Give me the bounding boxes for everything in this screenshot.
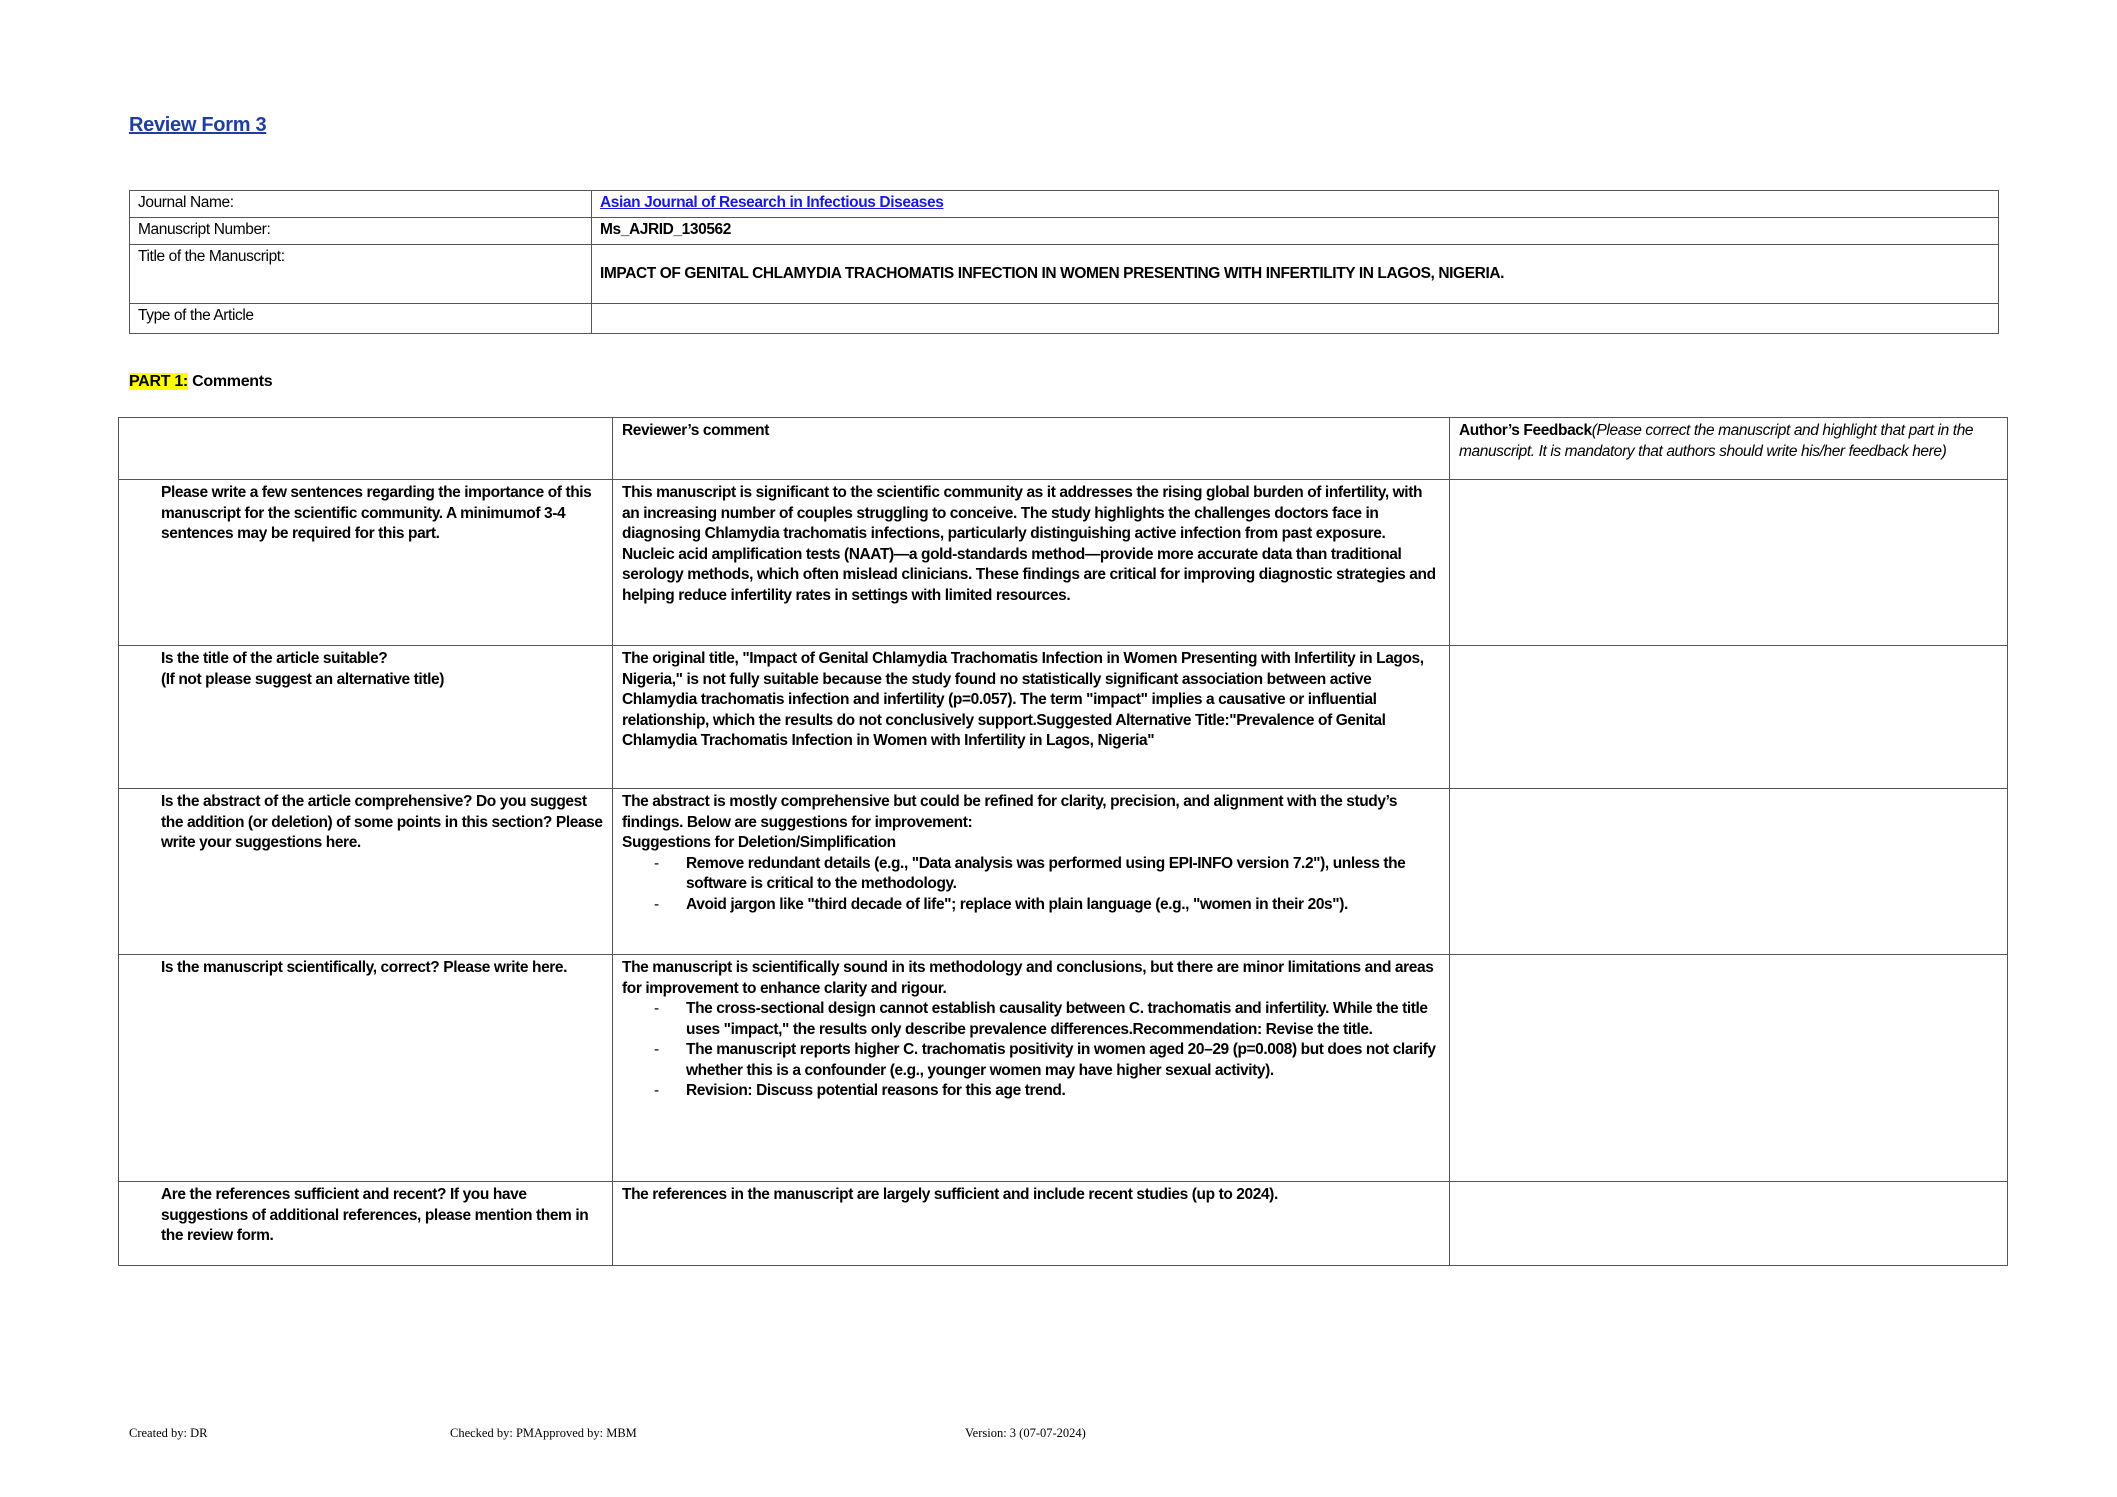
journal-link[interactable]: Asian Journal of Research in Infectious Diseases [600, 194, 944, 211]
footer-version: Version: 3 (07-07-2024) [965, 1426, 1086, 1440]
question-line: (If not please suggest an alternative title) [161, 670, 444, 688]
part1-heading [129, 373, 272, 391]
table-row [119, 1182, 2008, 1266]
question-line: Is the title of the article suitable? [161, 650, 388, 667]
type-value [592, 304, 1999, 334]
manuscript-info-table [129, 190, 1999, 334]
comment-subheading: Suggestions for Deletion/Simplification [622, 834, 896, 851]
part1-title: Comments [192, 373, 273, 390]
manuscript-number-label: Manuscript Number: [130, 218, 592, 245]
part1-label: PART 1: [129, 373, 188, 390]
comment-text: The abstract is mostly comprehensive but could be refined for clarity, precision, and alignment with the study’s findings. Below are suggestions for improvement: [622, 793, 1398, 831]
header-author-feedback [1450, 418, 2008, 480]
info-row-journal [130, 191, 1999, 218]
table-row [119, 646, 2008, 789]
bullet-item: - The manuscript reports higher C. trachomatis positivity in women aged 20–29 (p=0.008) but does not clarify whether this is a confounder (e.g., younger women may have higher sexual activity). [686, 1040, 1440, 1081]
reviewer-comment [613, 789, 1450, 955]
info-row-manuscript-number [130, 218, 1999, 245]
title-value: IMPACT OF GENITAL CHLAMYDIA TRACHOMATIS INFECTION IN WOMEN PRESENTING WITH INFERTILITY IN LAGOS, NIGERIA. [592, 245, 1999, 304]
question: Are the references sufficient and recent? If you have suggestions of additional references, please mention them in the review form. [119, 1182, 613, 1266]
footer-checked-approved: Checked by: PMApproved by: MBM [450, 1426, 637, 1440]
journal-value [592, 191, 1999, 218]
comments-header-row [119, 418, 2008, 480]
form-title[interactable]: Review Form 3 [129, 114, 267, 136]
header-empty [119, 418, 613, 480]
table-row [119, 480, 2008, 646]
author-feedback-cell[interactable] [1450, 646, 2008, 789]
author-feedback-cell[interactable] [1450, 789, 2008, 955]
question: Please write a few sentences regarding the importance of this manuscript for the scientific community. A minimumof 3-4 sentences may be required for this part. [119, 480, 613, 646]
bullet-item: - Remove redundant details (e.g., "Data analysis was performed using EPI-INFO version 7.2"), unless the software is critical to the methodology. [686, 854, 1440, 895]
type-label: Type of the Article [130, 304, 592, 334]
comments-table [118, 417, 2008, 1266]
comment-bullets [622, 854, 1440, 916]
bullet-item: - Revision: Discuss potential reasons for this age trend. [686, 1081, 1440, 1102]
author-feedback-cell[interactable] [1450, 480, 2008, 646]
reviewer-comment: The original title, "Impact of Genital Chlamydia Trachomatis Infection in Women Presenting with Infertility in Lagos, Nigeria," is not fully suitable because the study found no statistically significant association between active Chlamydia trachomatis infection and infertility (p=0.057). The term "impact" implies a causative or influential relationship, which the results do not conclusively support.Suggested Alternative Title:"Prevalence of Genital Chlamydia Trachomatis Infection in Women with Infertility in Lagos, Nigeria" [613, 646, 1450, 789]
reviewer-comment [613, 955, 1450, 1182]
bullet-item: - The cross-sectional design cannot establish causality between C. trachomatis and infertility. While the title uses "impact," the results only describe prevalence differences.Recommendation: Revise the title. [686, 999, 1440, 1040]
table-row [119, 955, 2008, 1182]
info-row-title [130, 245, 1999, 304]
reviewer-comment: The references in the manuscript are largely sufficient and include recent studies (up to 2024). [613, 1182, 1450, 1266]
bullet-item: - Avoid jargon like "third decade of life"; replace with plain language (e.g., "women in their 20s"). [686, 895, 1440, 916]
info-row-type [130, 304, 1999, 334]
author-feedback-instructions: (Please correct the manuscript and highlight that part in the manuscript. It is mandatory that authors should write his/her feedback here) [1459, 422, 1974, 460]
author-feedback-cell[interactable] [1450, 955, 2008, 1182]
footer-created-by: Created by: DR [129, 1426, 208, 1440]
reviewer-comment: This manuscript is significant to the scientific community as it addresses the rising global burden of infertility, with an increasing number of couples struggling to conceive. The study highlights the challenges doctors face in diagnosing Chlamydia trachomatis infections, particularly distinguishing active infection from past exposure. Nucleic acid amplification tests (NAAT)—a gold-standards method—provide more accurate data than traditional serology methods, which often mislead clinicians. These findings are critical for improving diagnostic strategies and helping reduce infertility rates in settings with limited resources. [613, 480, 1450, 646]
author-feedback-title: Author’s Feedback [1459, 422, 1592, 439]
header-reviewer-comment: Reviewer’s comment [613, 418, 1450, 480]
author-feedback-cell[interactable] [1450, 1182, 2008, 1266]
question [119, 646, 613, 789]
comment-bullets [622, 999, 1440, 1102]
title-label: Title of the Manuscript: [130, 245, 592, 304]
question: Is the abstract of the article comprehensive? Do you suggest the addition (or deletion) of some points in this section? Please write your suggestions here. [119, 789, 613, 955]
question: Is the manuscript scientifically, correct? Please write here. [119, 955, 613, 1182]
comment-text: The manuscript is scientifically sound in its methodology and conclusions, but there are minor limitations and areas for improvement to enhance clarity and rigour. [622, 959, 1434, 997]
table-row [119, 789, 2008, 955]
manuscript-number-value: Ms_AJRID_130562 [592, 218, 1999, 245]
journal-label: Journal Name: [130, 191, 592, 218]
